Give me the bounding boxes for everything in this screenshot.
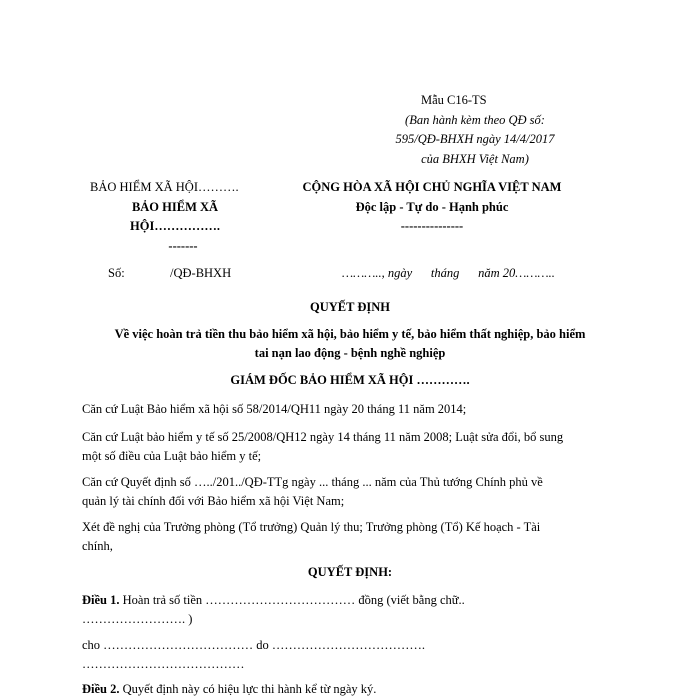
date-line: ……….., ngày tháng năm 20………..: [342, 266, 555, 280]
basis-4-line-2: chính,: [82, 539, 113, 553]
basis-paragraph-1: [82, 400, 622, 419]
decides-title: QUYẾT ĐỊNH:: [307, 565, 393, 579]
article-1-recipient: [82, 636, 622, 674]
national-header: [282, 178, 582, 237]
article-2-text: Quyết định này có hiệu lực thi hành kể từ ngày ký.: [119, 682, 377, 696]
article-1: [82, 591, 622, 629]
article-1-line-2: ……………………. ): [82, 612, 193, 626]
basis-paragraph-4: [82, 518, 622, 556]
nation-divider: ---------------: [400, 219, 464, 233]
decision-subject-line-1: Về việc hoàn trả tiền thu bảo hiểm xã hội, bảo hiểm y tế, bảo hiểm thất nghiệp, bảo hiểm: [114, 327, 586, 341]
form-issued-line-2: 595/QĐ-BHXH ngày 14/4/2017: [395, 132, 555, 146]
number-label: Số:: [108, 266, 125, 280]
article-1-recipient-line-1: cho ……………………………… do ……………………………….: [82, 638, 426, 652]
article-1-line-1: [82, 591, 622, 610]
article-2: [82, 680, 622, 699]
article-1-recipient-line-2: …………………………………: [82, 657, 245, 671]
decision-subject-line-2: tai nạn lao động - bệnh nghề nghiệp: [254, 346, 446, 360]
article-1-text: Hoàn trả số tiền ……………………………… đồng (viết bằng chữ..: [119, 593, 465, 607]
nation-title: CỘNG HÒA XÃ HỘI CHỦ NGHĨA VIỆT NAM: [302, 180, 562, 194]
basis-2-line-1: Căn cứ Luật bảo hiểm y tế số 25/2008/QH12 ngày 14 tháng 11 năm 2008; Luật sửa đổi, bổ sung: [82, 430, 564, 444]
basis-4-line-1: Xét đề nghị của Trưởng phòng (Tổ trưởng) Quản lý thu; Trưởng phòng (Tổ) Kế hoạch - Tài: [82, 520, 541, 534]
basis-2-line-2: một số điều của Luật bảo hiểm y tế;: [82, 449, 262, 463]
basis-3-line-2: quản lý tài chính đối với Bảo hiểm xã hội Việt Nam;: [82, 494, 345, 508]
agency-divider: -------: [168, 238, 198, 253]
form-issued-line-3: của BHXH Việt Nam): [421, 151, 529, 166]
agency-parent-name: BẢO HIỂM XÃ HỘI……….: [90, 180, 239, 194]
basis-3-line-1: Căn cứ Quyết định số …../201../QĐ-TTg ngày ... tháng ... năm của Thủ tướng Chính phủ về: [82, 475, 543, 489]
article-1-label: Điều 1.: [82, 593, 120, 607]
basis-paragraph-3: [82, 473, 622, 511]
agency-name-line-1: BẢO HIỂM XÃ: [131, 199, 219, 214]
nation-motto: Độc lập - Tự do - Hạnh phúc: [355, 199, 509, 214]
basis-paragraph-2: [82, 428, 622, 466]
director-title: GIÁM ĐỐC BẢO HIỂM XÃ HỘI ………….: [230, 373, 470, 387]
number-code: /QĐ-BHXH: [170, 266, 232, 280]
article-2-label: Điều 2.: [82, 682, 120, 696]
agency-name-line-2: HỘI…………….: [130, 219, 220, 233]
decision-title: QUYẾT ĐỊNH: [310, 300, 390, 314]
form-issued-line-1: (Ban hành kèm theo QĐ số:: [405, 112, 545, 127]
basis-1-text: Căn cứ Luật Bảo hiểm xã hội số 58/2014/QH11 ngày 20 tháng 11 năm 2014;: [82, 402, 467, 416]
form-code: Mẫu C16-TS: [421, 93, 487, 107]
agency-header: [80, 178, 270, 256]
form-reference-block: [380, 91, 570, 169]
